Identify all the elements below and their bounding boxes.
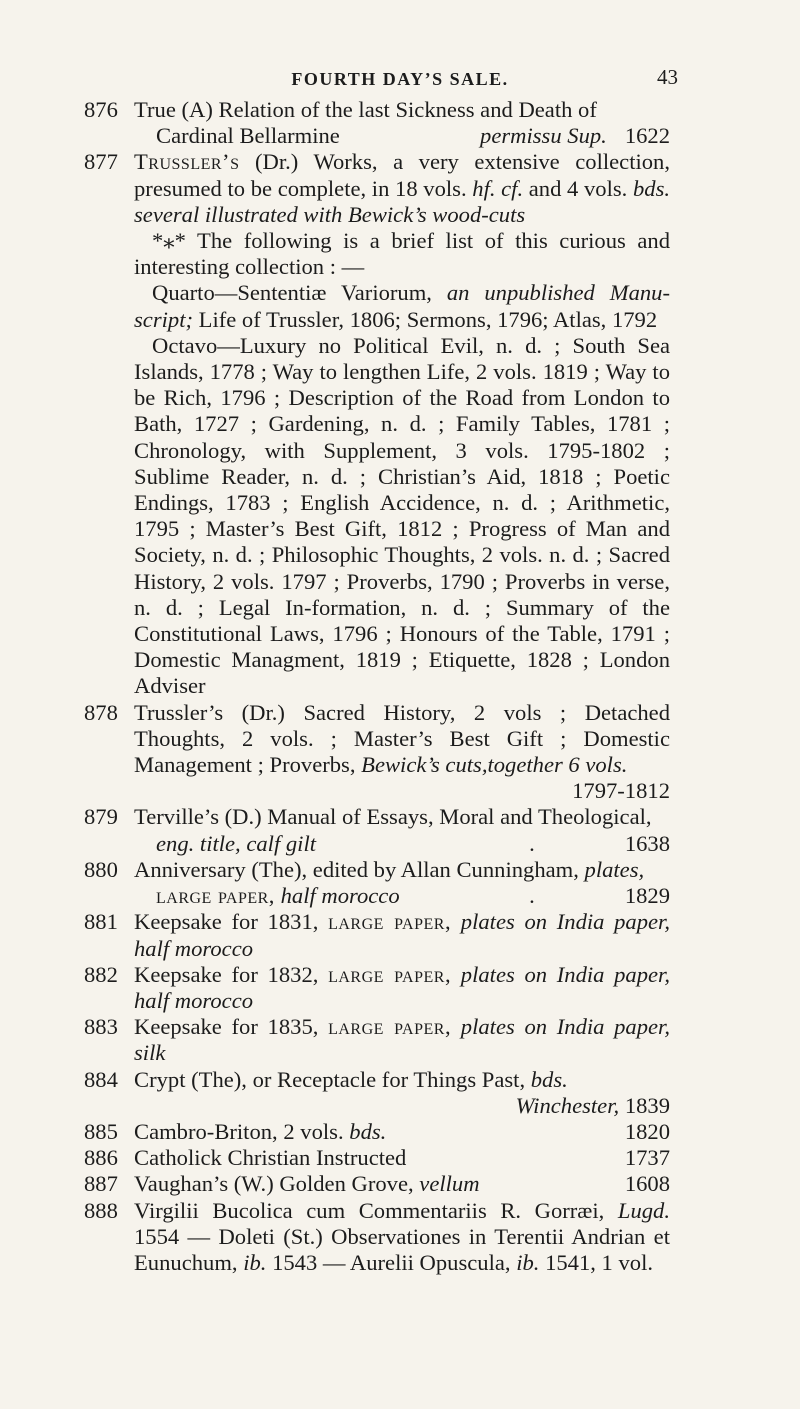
lot-number: 876	[84, 97, 118, 122]
entry-note: *⁎* The following is a brief list of this curious and interesting collection : —	[134, 228, 670, 280]
entry-author: Trussler’s	[134, 149, 240, 175]
entry-text: Anniversary (The), edited by Allan Cunningham,	[134, 856, 585, 882]
entry-italic: bds. several illustrated with Bewick’s wood-cuts	[134, 175, 671, 227]
entry-text: Keepsake for 1832,	[134, 961, 329, 987]
entry-line	[134, 883, 670, 909]
entry-italic: hf. cf.	[472, 175, 524, 201]
lot-number: 884	[84, 1066, 118, 1092]
entry-text: 1554 — Doleti (St.) Observationes in Terentii Andrian et Eunuchum,	[134, 1223, 670, 1275]
entry-smallcaps: large paper,	[328, 909, 452, 935]
list-item	[86, 97, 670, 149]
entry-smallcaps: large paper,	[156, 883, 275, 909]
list-item	[86, 1198, 670, 1277]
entry-italic: permissu Sup.	[480, 123, 607, 149]
entry-italic: ib.	[243, 1249, 267, 1275]
entry-italic: plates on India paper, silk	[134, 1014, 670, 1066]
entry-smallcaps: large paper,	[328, 1014, 452, 1040]
entry-text: Terville’s (D.) Manual of Essays, Moral and Theological,	[134, 804, 652, 830]
entry-text: (Dr.) Works, a very extensive collection, presumed to be complete, in 18 vols.	[134, 149, 670, 201]
entry-date: 1638	[624, 830, 670, 856]
entry-text: Crypt (The), or Receptacle for Things Past,	[134, 1066, 531, 1092]
list-item	[86, 962, 670, 1014]
lot-number: 878	[84, 699, 118, 725]
list-item	[86, 1119, 670, 1145]
entry-text: Vaughan’s (W.) Golden Grove,	[134, 1171, 420, 1197]
entry-italic: plates on India paper, half morocco	[134, 909, 670, 961]
entry-date: 1820	[624, 1118, 670, 1144]
leader-dot: .	[529, 830, 535, 856]
entry-text: 1541, 1 vol.	[539, 1249, 654, 1275]
lot-number: 880	[84, 856, 118, 882]
entry-text: Keepsake for 1835,	[134, 1014, 329, 1040]
entry-text: Cambro-Briton, 2 vols.	[134, 1118, 350, 1144]
catalogue-entries	[86, 97, 670, 1276]
entry-place: Winchester,	[515, 1092, 620, 1118]
entry-italic: plates,	[584, 856, 645, 882]
list-item	[86, 700, 670, 805]
entry-text: True (A) Relation of the last Sickness and Death of	[134, 97, 597, 122]
entry-text: Trussler’s (Dr.) Sacred History, 2 vols ; Detached Thoughts, 2 vols. ; Master’s Best Gift ; Domestic Management ; Proverbs,	[134, 699, 670, 778]
list-item	[86, 909, 670, 961]
running-head	[0, 64, 800, 94]
lot-number: 888	[84, 1197, 118, 1223]
list-item	[86, 1171, 670, 1197]
entry-text: and 4 vols.	[523, 175, 633, 201]
entry-date: 1737	[624, 1145, 670, 1171]
lot-number: 885	[84, 1118, 118, 1144]
entry-italic: Lugd.	[617, 1197, 670, 1223]
entry-italic: bds.	[530, 1066, 568, 1092]
entry-date: 1829	[624, 883, 670, 909]
lot-number: 882	[84, 961, 118, 987]
entry-date: 1608	[624, 1171, 670, 1197]
entry-text: Quarto—Sententiæ Variorum,	[152, 280, 447, 306]
leader-dot: .	[529, 883, 535, 909]
entry-italic: Bewick’s cuts,together 6 vols.	[361, 752, 628, 778]
entry-italic: ib.	[516, 1249, 540, 1275]
entry-italic: plates on India paper, half morocco	[134, 961, 670, 1013]
list-item	[86, 149, 670, 699]
list-item	[86, 857, 670, 909]
entry-line	[134, 1093, 670, 1119]
entry-italic: vellum	[419, 1171, 480, 1197]
lot-number: 877	[84, 149, 118, 175]
entry-text: Octavo—Luxury no Political Evil, n. d. ; South Sea Islands, 1778 ; Way to lengthen Life, 2 vols. 1819 ; Way to be Rich, 1796 ; Description of the Road from London to Bath, 1727 ; Gardening, n. d. ; Family Tables, 1781 ; Chronology, with Supplement, 3 vols. 1795-1802 ; Sublime Reader, n. d. ; Christian’s Aid, 1818 ; Poetic Endings, 1783 ; English Accidence, n. d. ; Arithmetic, 1795 ; Master’s Best Gift, 1812 ; Progress of Man and Society, n. d. ; Philosophic Thoughts, 2 vols. n. d. ; Sacred History, 2 vols. 1797 ; Proverbs, 1790 ; Proverbs in verse, n. d. ; Legal In-formation, n. d. ; Summary of the Constitutional Laws, 1796 ; Honours of the Table, 1791 ; Domestic Managment, 1819 ; Etiquette, 1828 ; London Adviser	[134, 332, 670, 699]
lot-number: 881	[84, 909, 118, 935]
entry-text: Keepsake for 1831,	[134, 909, 329, 935]
entry-italic: an unpublished Manu-script;	[134, 280, 670, 332]
list-item	[86, 1145, 670, 1171]
entry-text: Cardinal Bellarmine	[156, 123, 340, 149]
running-title: FOURTH DAY’S SALE.	[291, 69, 509, 89]
lot-number: 887	[84, 1171, 118, 1197]
page-number: 43	[657, 65, 678, 89]
entry-line	[134, 831, 670, 857]
entry-text: 1543 — Aurelii Opuscula,	[266, 1249, 517, 1275]
entry-line	[134, 123, 670, 149]
entry-smallcaps: large paper,	[328, 961, 452, 987]
entry-text: Life of Trussler, 1806; Sermons, 1796; Atlas, 1792	[193, 306, 658, 332]
entry-italic: bds.	[349, 1118, 387, 1144]
list-item	[86, 1014, 670, 1066]
list-item	[86, 1067, 670, 1119]
lot-number: 883	[84, 1014, 118, 1040]
entry-italic: half morocco	[280, 883, 400, 909]
lot-number: 879	[84, 804, 118, 830]
entry-date: 1797-1812	[572, 778, 670, 804]
entry-text: Catholick Christian Instructed	[134, 1145, 407, 1171]
entry-date: 1839	[624, 1092, 670, 1118]
list-item	[86, 804, 670, 856]
entry-italic: eng. title, calf gilt	[156, 830, 317, 856]
entry-date: 1622	[624, 123, 670, 149]
entry-text: Virgilii Bucolica cum Commentariis R. Gorræi,	[134, 1197, 618, 1223]
lot-number: 886	[84, 1145, 118, 1171]
